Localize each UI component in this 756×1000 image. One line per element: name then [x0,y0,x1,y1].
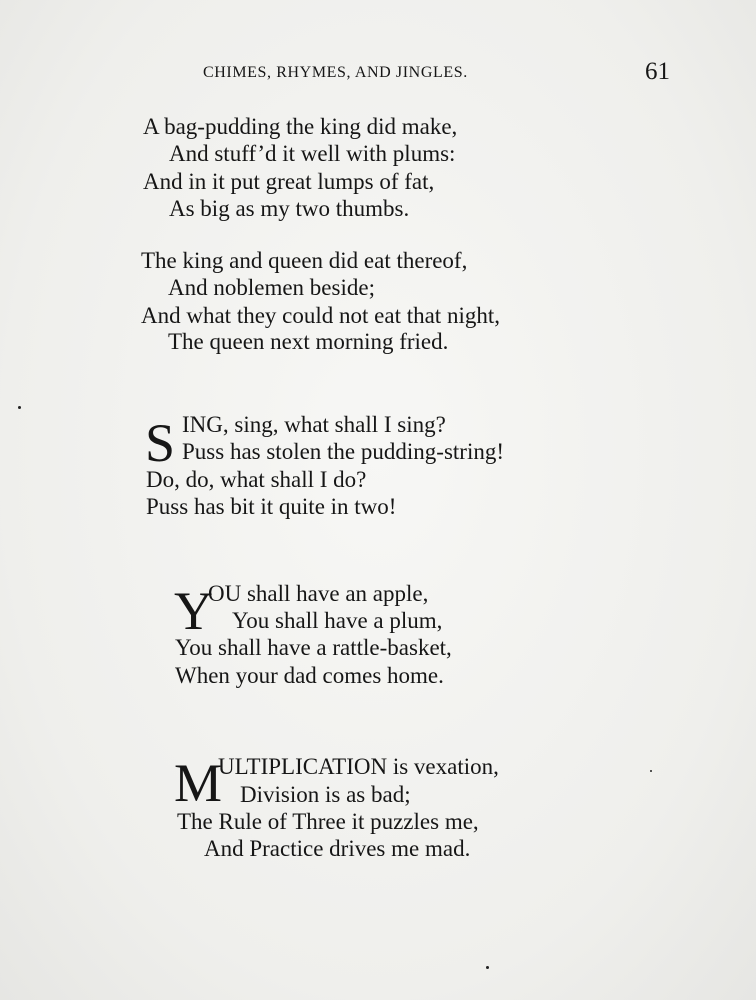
poem4-line-1: ULTIPLICATION is vexation, [218,754,499,779]
scan-speck [18,406,21,409]
poem2-line-3: Do, do, what shall I do? [146,467,367,492]
poem2-line-1: ING, sing, what shall I sing? [182,412,446,437]
poem4-line-3: The Rule of Three it puzzles me, [177,809,479,834]
poem1-line-3: And in it put great lumps of fat, [143,169,435,194]
poem4-dropcap: M [174,753,223,813]
page-number: 61 [645,58,670,85]
poem1-line-1: A bag-pudding the king did make, [143,114,458,139]
poem3-line-1: OU shall have an apple, [208,581,429,606]
poem2-line-2: Puss has stolen the pudding-string! [182,439,504,464]
poem4-line-4: And Practice drives me mad. [204,836,471,861]
poem1-line-6: And noblemen beside; [168,275,375,300]
poem1-line-2: And stuff’d it well with plums: [169,141,456,166]
poem2-line-4: Puss has bit it quite in two! [146,494,397,519]
poem3-dropcap: Y [174,581,213,641]
poem3-line-3: You shall have a rattle-basket, [175,635,452,660]
poem1-line-5: The king and queen did eat thereof, [141,248,468,273]
scan-speck [650,770,652,772]
poem1-line-7: And what they could not eat that night, [141,303,500,328]
poem3-line-4: When your dad comes home. [175,663,444,688]
poem1-line-4: As big as my two thumbs. [169,196,410,221]
running-header: CHIMES, RHYMES, AND JINGLES. [203,64,468,81]
poem3-line-2: You shall have a plum, [232,608,443,633]
poem1-line-8: The queen next morning fried. [168,329,449,354]
poem2-dropcap: S [145,413,176,473]
poem4-line-2: Division is as bad; [240,782,411,807]
scan-speck [486,966,489,969]
